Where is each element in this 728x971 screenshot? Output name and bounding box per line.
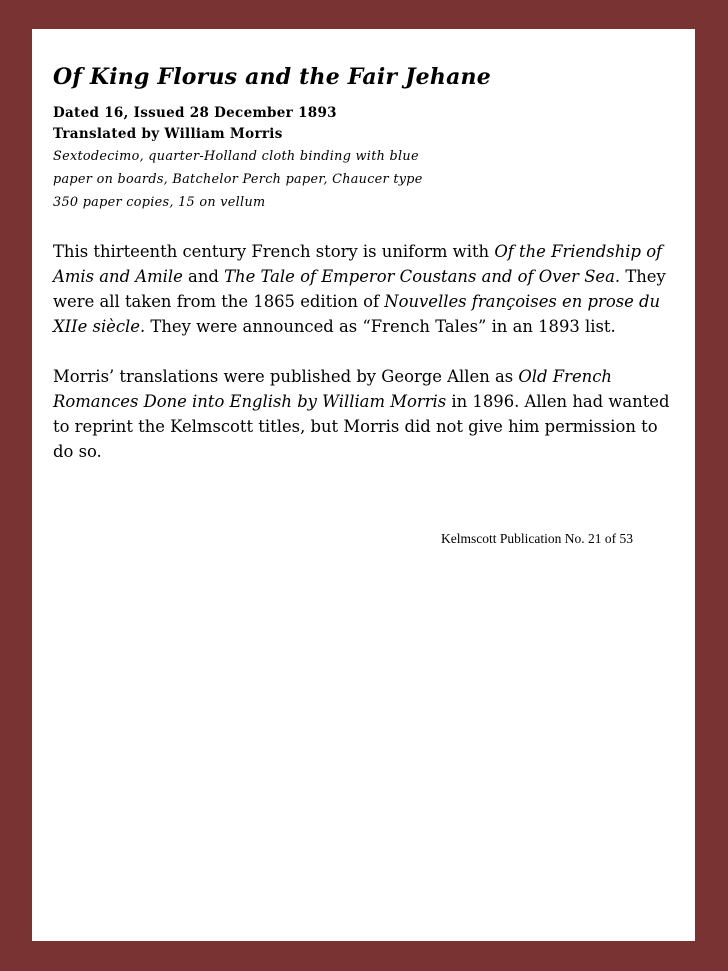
- publication-number: Kelmscott Publication No. 21 of 53: [441, 531, 633, 546]
- translator-line: Translated by William Morris: [53, 126, 283, 142]
- para1-title-nouvelles: Nouvelles françoises en prose du XIIe siècle.: [53, 292, 661, 336]
- para1-title-amis: Of the Friendship of Amis and Amile: [53, 242, 663, 286]
- spacer: [53, 214, 678, 239]
- paragraph-translations: [53, 364, 678, 464]
- para1-text-2: and: [182, 267, 225, 286]
- document-page: [32, 29, 695, 941]
- binding-line-2: paper on boards, Batchelor Perch paper, Chaucer type: [53, 172, 423, 187]
- para1-text-4: They were announced as “French Tales” in an 1893 list.: [145, 317, 616, 336]
- para2-title-romances: Old French Romances Done into English by William Morris: [53, 367, 612, 411]
- paragraph-history: [53, 239, 678, 339]
- para1-title-coustans: The Tale of Emperor Coustans and of Over Sea.: [224, 267, 621, 286]
- dated-line: Dated 16, Issued 28 December 1893: [53, 105, 337, 121]
- document-title: Of King Florus and the Fair Jehane: [53, 64, 491, 90]
- copies-line: 350 paper copies, 15 on vellum: [53, 195, 266, 210]
- spacer: [53, 339, 678, 364]
- para2-text-2: in 1896. Allen had wanted to reprint the Kelmscott titles, but Morris did not give him permission to do so.: [53, 392, 670, 461]
- document-content: [53, 63, 678, 546]
- para1-text-1: This thirteenth century French story is uniform with: [53, 242, 495, 261]
- para1-text-3: They were all taken from the 1865 edition of: [53, 267, 666, 311]
- binding-line-1: Sextodecimo, quarter-Holland cloth binding with blue: [53, 149, 419, 164]
- para2-text-1: Morris’ translations were published by George Allen as: [53, 367, 519, 386]
